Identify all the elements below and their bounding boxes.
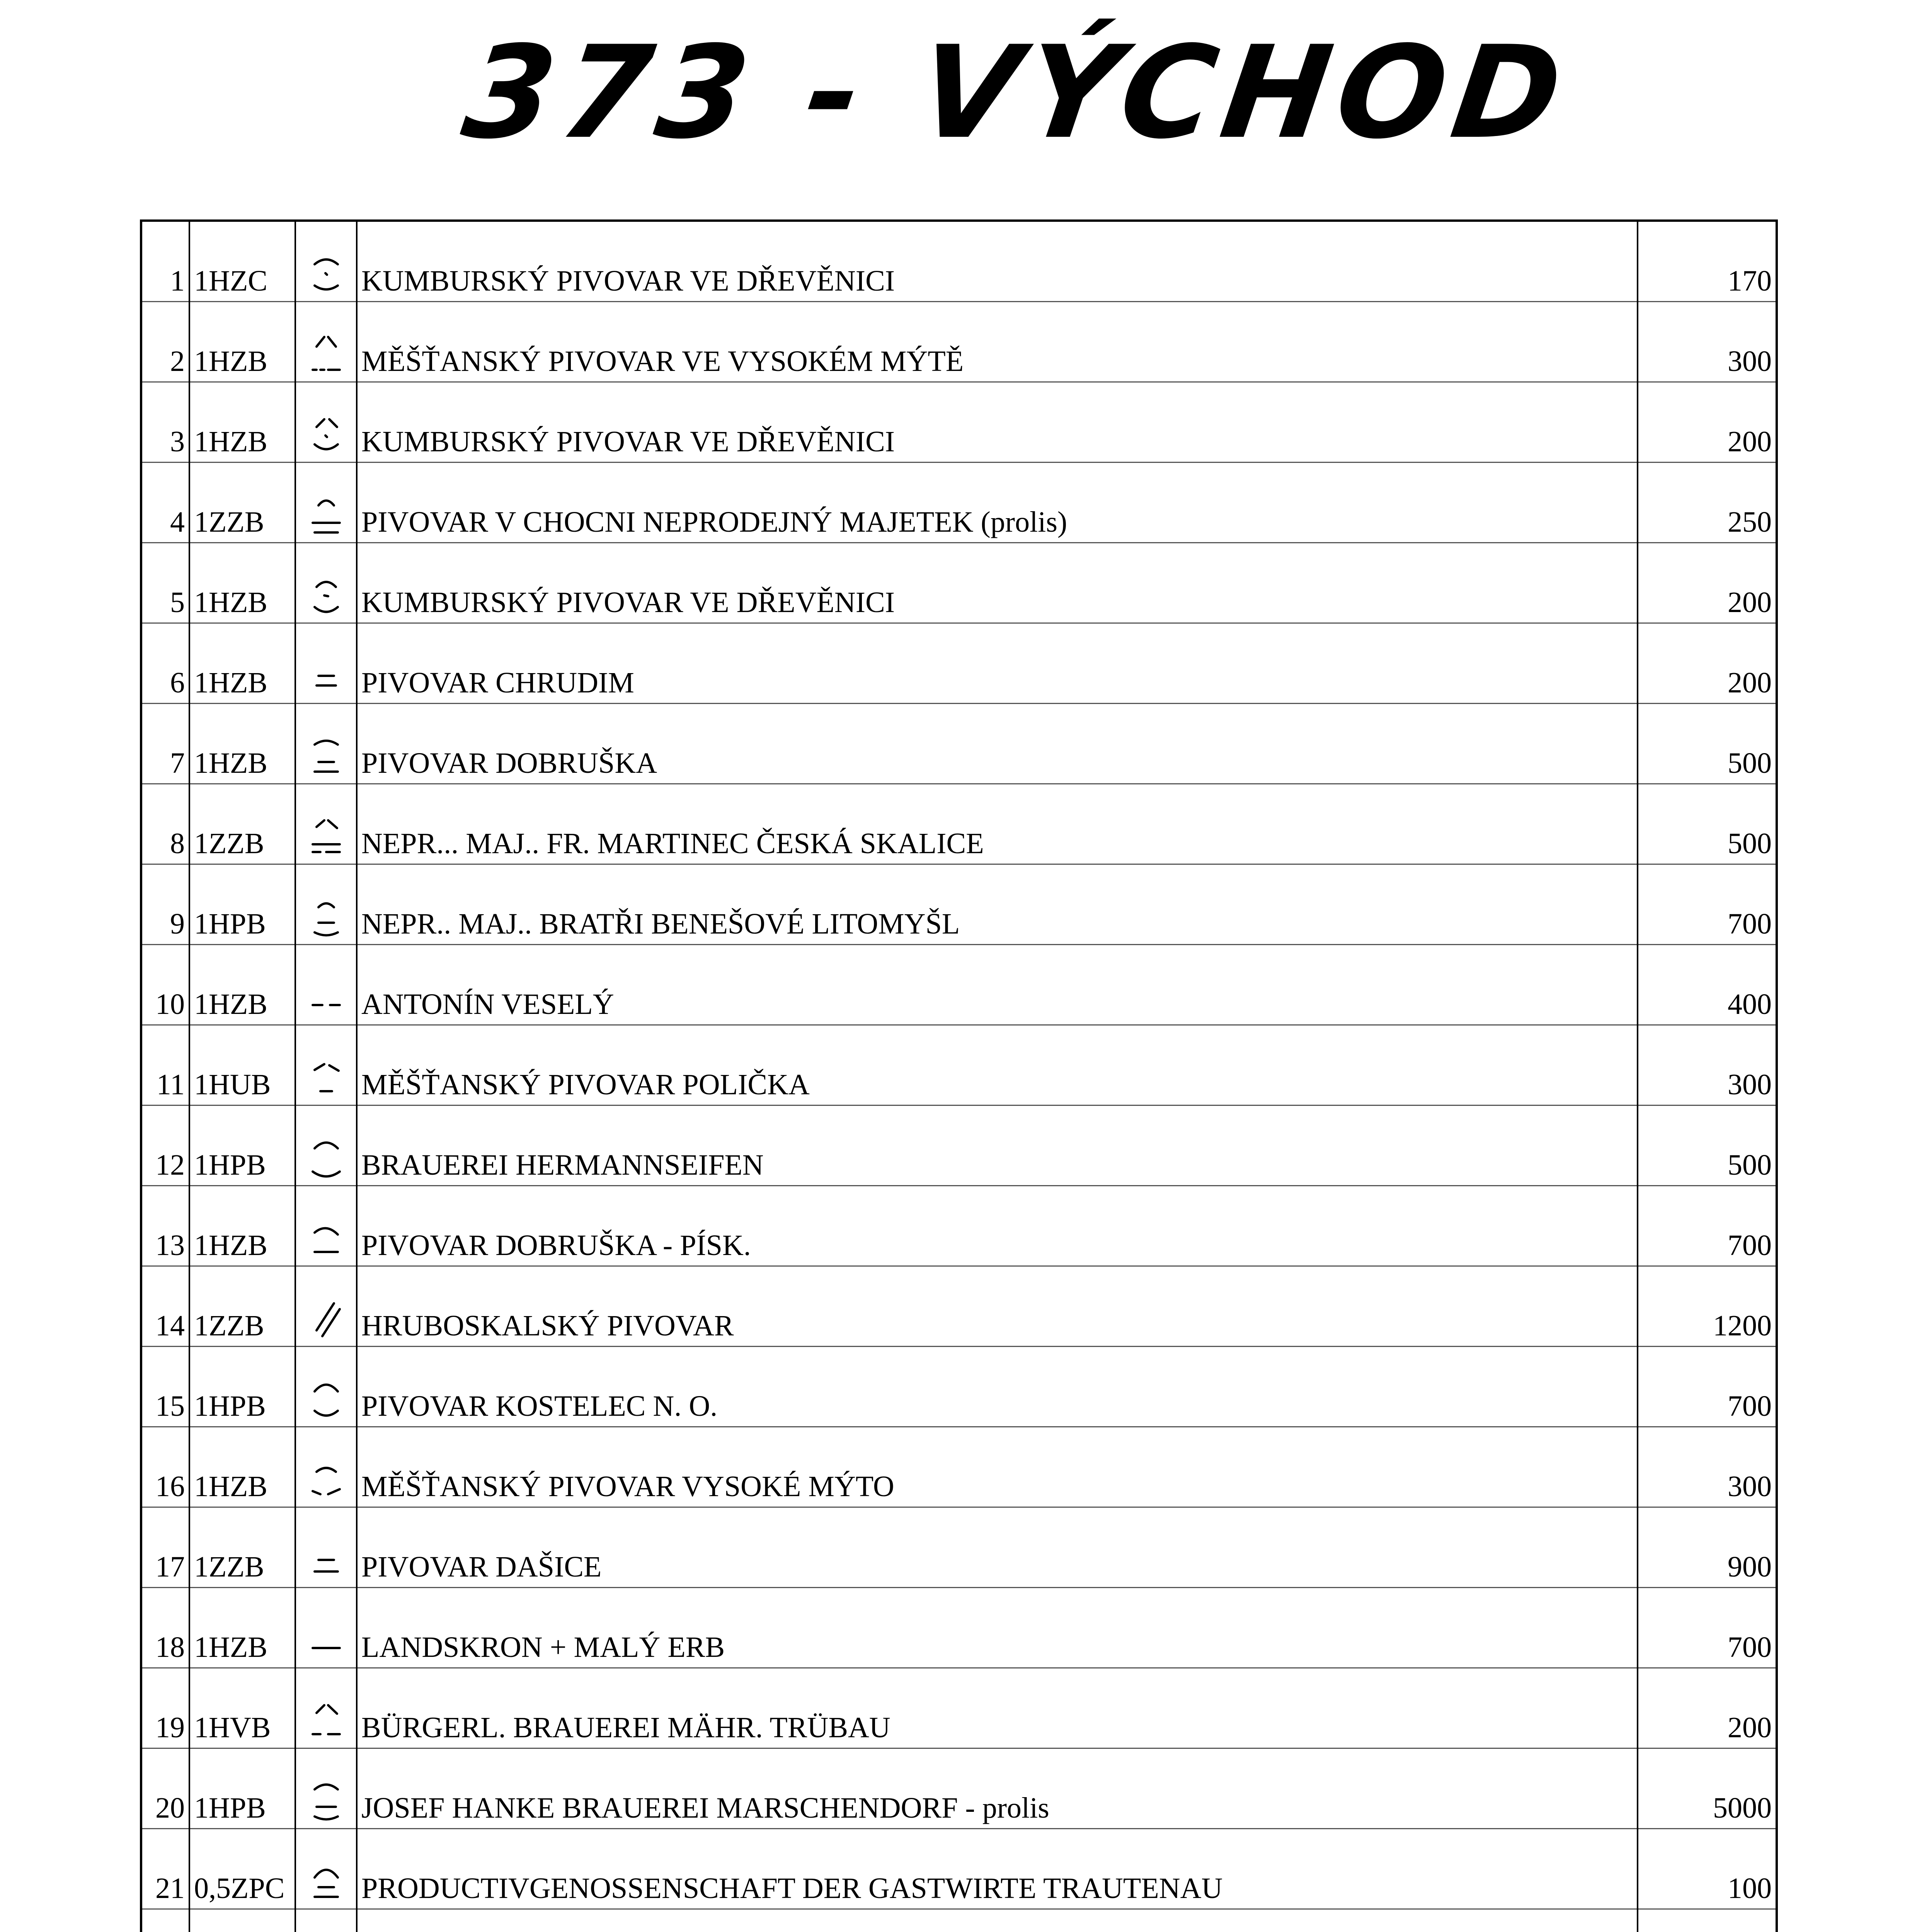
stamp-mark-icon (307, 484, 346, 542)
row-code: 1HPB (189, 1105, 295, 1186)
stamp-mark-icon (307, 1127, 346, 1185)
stamp-mark-icon (307, 966, 346, 1024)
stamp-mark-icon (307, 323, 346, 381)
row-price: 300 (1638, 1025, 1777, 1105)
row-price: 200 (1638, 623, 1777, 704)
row-brewery-name: HRUBOSKALSKÝ PIVOVAR (357, 1266, 1638, 1347)
row-stamp (295, 1668, 357, 1748)
row-code: 1ZZB (189, 1507, 295, 1588)
row-brewery-name: PIVOVAR CHRUDIM (357, 623, 1638, 704)
row-brewery-name: MĚŠŤANSKÝ PIVOVAR POLIČKA (357, 1025, 1638, 1105)
table-row (141, 302, 1777, 382)
stamp-mark-icon (307, 886, 346, 944)
row-number: 13 (141, 1186, 189, 1266)
row-price: 300 (1638, 302, 1777, 382)
stamp-mark-icon (307, 404, 346, 462)
stamp-mark-icon (307, 1047, 346, 1105)
row-stamp (295, 221, 357, 302)
row-number: 19 (141, 1668, 189, 1748)
row-number: 5 (141, 543, 189, 623)
row-stamp (295, 463, 357, 543)
row-code: 1HZB (189, 945, 295, 1025)
stamp-mark-icon (307, 1850, 346, 1908)
row-number: 3 (141, 382, 189, 463)
row-stamp (295, 784, 357, 864)
row-code (189, 1909, 295, 1932)
stamp-mark-icon (307, 1288, 346, 1346)
row-stamp (295, 382, 357, 463)
stamp-mark-icon (307, 1770, 346, 1828)
row-stamp (295, 1025, 357, 1105)
table-row (141, 463, 1777, 543)
row-price: 250 (1638, 463, 1777, 543)
row-code: 1ZZB (189, 1266, 295, 1347)
row-stamp (295, 945, 357, 1025)
row-brewery-name: KUMBURSKÝ PIVOVAR VE DŘEVĚNICI (357, 543, 1638, 623)
stamp-mark-icon (307, 1690, 346, 1748)
row-brewery-name: PIVOVAR DAŠICE (357, 1507, 1638, 1588)
row-price: 700 (1638, 864, 1777, 945)
row-price: 500 (1638, 1105, 1777, 1186)
table-row (141, 1829, 1777, 1909)
row-stamp (295, 1105, 357, 1186)
row-stamp (295, 1186, 357, 1266)
row-brewery-name: PIVOVAR DOBRUŠKA - PÍSK. (357, 1186, 1638, 1266)
stamp-mark-icon (307, 243, 346, 301)
row-brewery-name: BRAUEREI HERMANNSEIFEN (357, 1105, 1638, 1186)
row-code: 1HZB (189, 543, 295, 623)
row-brewery-name: PRODUCTIVGENOSSENSCHAFT DER GASTWIRTE TRAUTENAU (357, 1829, 1638, 1909)
row-brewery-name: KUMBURSKÝ PIVOVAR VE DŘEVĚNICI (357, 382, 1638, 463)
row-price: 100 (1638, 1829, 1777, 1909)
row-stamp (295, 1427, 357, 1507)
table-body (141, 221, 1777, 1932)
row-price: 500 (1638, 784, 1777, 864)
table-row (141, 864, 1777, 945)
row-brewery-name: BÜRGERL. BRAUEREI MÄHR. TRÜBAU (357, 1668, 1638, 1748)
stamp-mark-icon (307, 1368, 346, 1426)
row-code: 1HPB (189, 864, 295, 945)
table-row (141, 1507, 1777, 1588)
row-code: 1HZB (189, 302, 295, 382)
row-number: 1 (141, 221, 189, 302)
row-price: 1200 (1638, 1266, 1777, 1347)
row-number: 8 (141, 784, 189, 864)
row-brewery-name: ANTONÍN VESELÝ (357, 945, 1638, 1025)
row-price: 170 (1638, 221, 1777, 302)
row-price: 700 (1638, 1347, 1777, 1427)
table-row (141, 784, 1777, 864)
row-price: 300 (1638, 1427, 1777, 1507)
table-row (141, 1266, 1777, 1347)
row-code: 1HZB (189, 1186, 295, 1266)
table-row (141, 543, 1777, 623)
table-row (141, 1588, 1777, 1668)
beer-label-table (140, 219, 1778, 1932)
row-number: 9 (141, 864, 189, 945)
row-stamp (295, 704, 357, 784)
row-stamp (295, 864, 357, 945)
row-price: 200 (1638, 543, 1777, 623)
row-number (141, 1909, 189, 1932)
stamp-mark-icon (307, 565, 346, 622)
table-row (141, 1186, 1777, 1266)
table-row (141, 382, 1777, 463)
row-stamp (295, 1588, 357, 1668)
table-row (141, 1668, 1777, 1748)
row-stamp (295, 623, 357, 704)
table-row (141, 1909, 1777, 1932)
row-stamp (295, 1507, 357, 1588)
row-brewery-name: PIVOVAR V CHOCNI NEPRODEJNÝ MAJETEK (prolis) (357, 463, 1638, 543)
row-price: 900 (1638, 1507, 1777, 1588)
row-number: 6 (141, 623, 189, 704)
table-row (141, 623, 1777, 704)
row-brewery-name: MĚŠŤANSKÝ PIVOVAR VYSOKÉ MÝTO (357, 1427, 1638, 1507)
row-price: 400 (1638, 945, 1777, 1025)
stamp-mark-icon (307, 1449, 346, 1507)
stamp-mark-icon (307, 725, 346, 783)
row-brewery-name: NEPR... MAJ.. FR. MARTINEC ČESKÁ SKALICE (357, 784, 1638, 864)
row-stamp (295, 1829, 357, 1909)
table-row (141, 221, 1777, 302)
row-number: 7 (141, 704, 189, 784)
row-stamp (295, 1266, 357, 1347)
row-number: 21 (141, 1829, 189, 1909)
stamp-mark-icon (307, 806, 346, 864)
row-code: 1HZC (189, 221, 295, 302)
row-number: 15 (141, 1347, 189, 1427)
row-code: 1HUB (189, 1025, 295, 1105)
row-code: 1HZB (189, 704, 295, 784)
row-number: 17 (141, 1507, 189, 1588)
row-stamp (295, 543, 357, 623)
row-number: 14 (141, 1266, 189, 1347)
row-stamp (295, 302, 357, 382)
row-price: 200 (1638, 1668, 1777, 1748)
row-number: 11 (141, 1025, 189, 1105)
row-brewery-name: KUMBURSKÝ PIVOVAR VE DŘEVĚNICI (357, 221, 1638, 302)
row-code: 1HVB (189, 1668, 295, 1748)
stamp-mark-icon (307, 1529, 346, 1587)
row-brewery-name: MĚŠŤANSKÝ PIVOVAR VE VYSOKÉM MÝTĚ (357, 302, 1638, 382)
stamp-mark-icon (307, 645, 346, 703)
row-code: 1HZB (189, 623, 295, 704)
row-number: 12 (141, 1105, 189, 1186)
row-code: 1HPB (189, 1748, 295, 1829)
row-price: 500 (1638, 704, 1777, 784)
row-brewery-name: NEPR.. MAJ.. BRATŘI BENEŠOVÉ LITOMYŠL (357, 864, 1638, 945)
table-row (141, 1105, 1777, 1186)
table-row (141, 1427, 1777, 1507)
row-price: 5000 (1638, 1748, 1777, 1829)
row-price: 200 (1638, 382, 1777, 463)
row-code: 1HZB (189, 382, 295, 463)
handwritten-heading: 373 - VÝCHOD (455, 19, 1578, 167)
row-code: 1HPB (189, 1347, 295, 1427)
row-number: 4 (141, 463, 189, 543)
row-brewery-name: JOSEF HANKE BRAUEREI MARSCHENDORF - prolis (357, 1748, 1638, 1829)
row-code: 1ZZB (189, 463, 295, 543)
row-number: 18 (141, 1588, 189, 1668)
row-code: 0,5ZPC (189, 1829, 295, 1909)
row-number: 16 (141, 1427, 189, 1507)
row-brewery-name (357, 1909, 1638, 1932)
row-stamp (295, 1347, 357, 1427)
row-number: 10 (141, 945, 189, 1025)
row-stamp (295, 1909, 357, 1932)
table-row (141, 704, 1777, 784)
row-number: 2 (141, 302, 189, 382)
table-row (141, 1347, 1777, 1427)
table-row (141, 1025, 1777, 1105)
row-price: 700 (1638, 1588, 1777, 1668)
row-price: 700 (1638, 1186, 1777, 1266)
row-stamp (295, 1748, 357, 1829)
row-code: 1ZZB (189, 784, 295, 864)
row-number: 20 (141, 1748, 189, 1829)
stamp-mark-icon (307, 1609, 346, 1667)
row-brewery-name: PIVOVAR KOSTELEC N. O. (357, 1347, 1638, 1427)
row-brewery-name: PIVOVAR DOBRUŠKA (357, 704, 1638, 784)
row-code: 1HZB (189, 1427, 295, 1507)
row-code: 1HZB (189, 1588, 295, 1668)
table-row (141, 1748, 1777, 1829)
stamp-mark-icon (307, 1208, 346, 1265)
row-price (1638, 1909, 1777, 1932)
table-row (141, 945, 1777, 1025)
row-brewery-name: LANDSKRON + MALÝ ERB (357, 1588, 1638, 1668)
